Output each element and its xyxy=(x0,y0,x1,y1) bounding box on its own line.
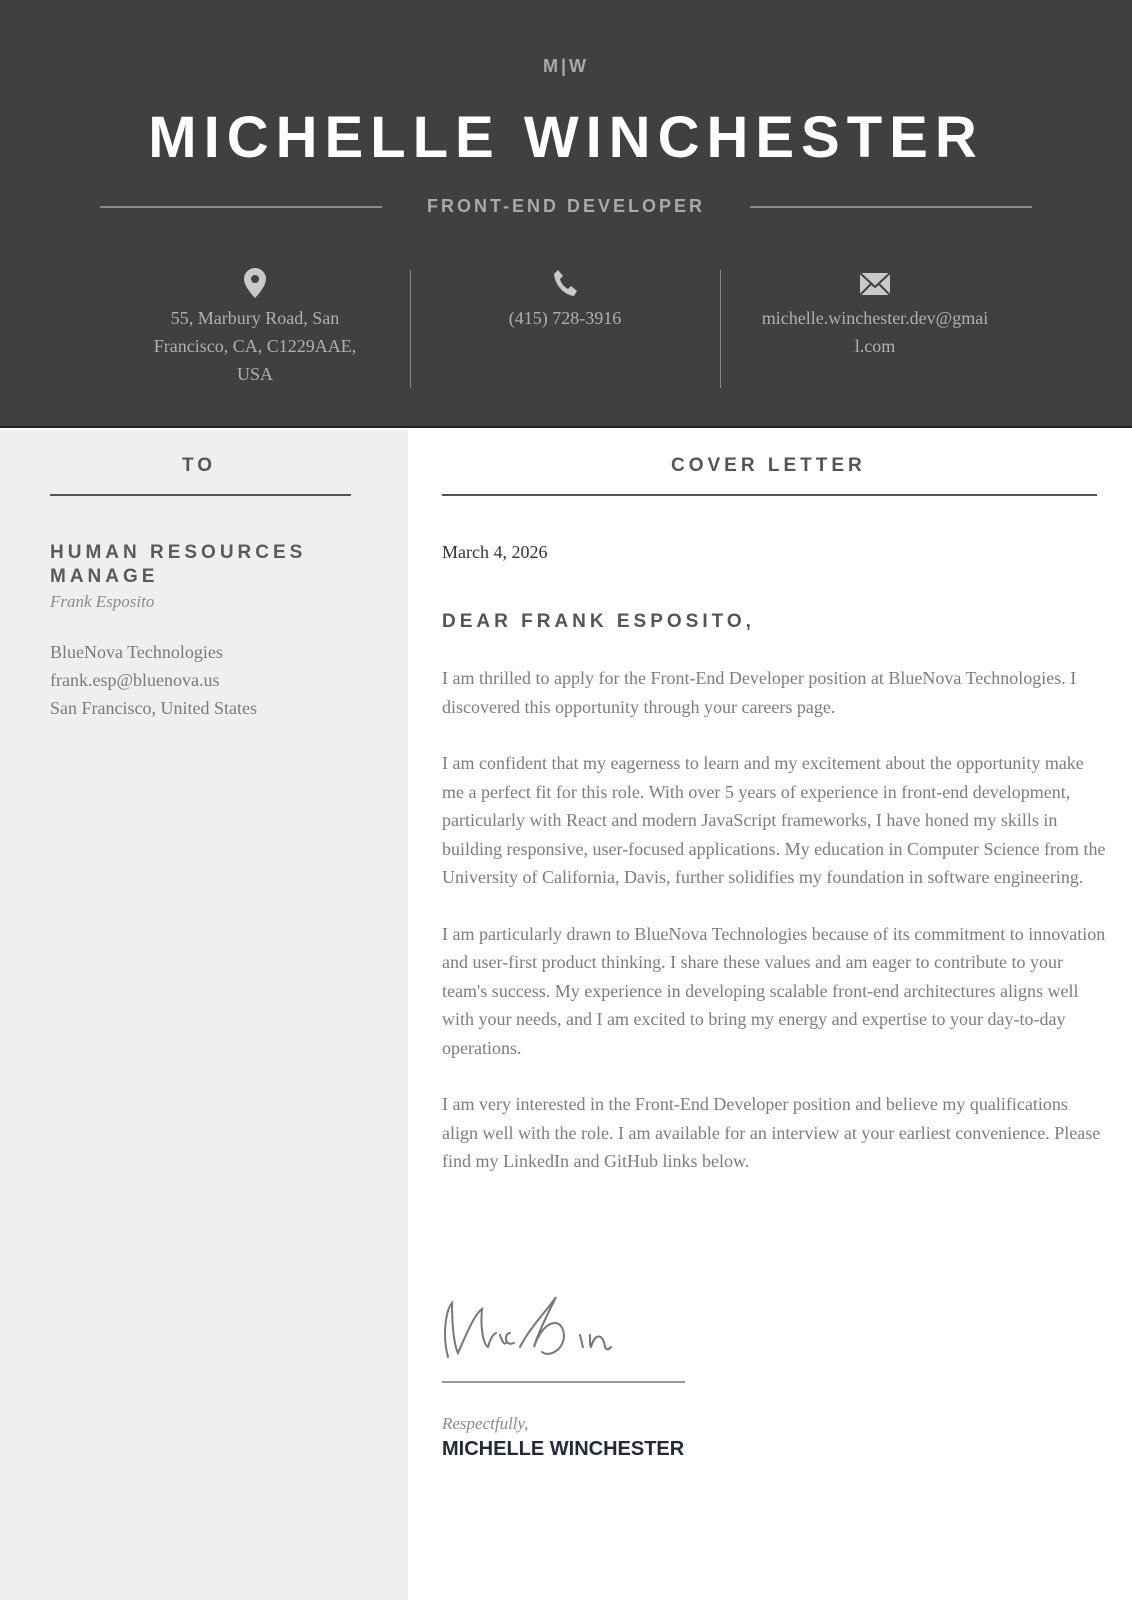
letter-date: March 4, 2026 xyxy=(442,542,548,562)
job-title: FRONT-END DEVELOPER xyxy=(426,196,706,216)
letter-body xyxy=(442,664,1107,1204)
location-pin-icon xyxy=(244,268,266,298)
divider xyxy=(442,494,1097,496)
paragraph: I am very interested in the Front-End Developer position and believe my qualifications align well with the role. I am available for an interview at your earliest convenience. Please find my LinkedIn and GitHub links below. xyxy=(442,1094,1101,1171)
signature-line xyxy=(442,1381,685,1383)
phone-block xyxy=(410,268,720,332)
recipient-name: Frank Esposito xyxy=(50,592,155,611)
signer-name: MICHELLE WINCHESTER xyxy=(442,1438,685,1460)
phone: (415) 728-3916 xyxy=(508,308,622,328)
email-block xyxy=(720,268,1030,360)
phone-icon xyxy=(552,268,578,298)
paragraph: I am confident that my eagerness to learn and my excitement about the opportunity make me a perfect fit for this role. With over 5 years of experience in front-end development, particularly with React and modern JavaScript frameworks, I have honed my skills in building responsive, user-focused applications. My education in Computer Science from the University of California, Davis, further solidifies my foundation in software engineering. xyxy=(442,753,1106,887)
address: 55, Marbury Road, San Francisco, CA, C1229AAE, USA xyxy=(153,308,357,384)
paragraph: I am thrilled to apply for the Front-End Developer position at BlueNova Technologies. I discovered this opportunity through your careers page. xyxy=(442,668,1077,717)
greeting: DEAR FRANK ESPOSITO, xyxy=(442,611,755,632)
address-block xyxy=(100,268,410,388)
divider xyxy=(50,494,351,496)
closing: Respectfully, xyxy=(442,1414,529,1433)
recipient-title: HUMAN RESOURCES MANAGE xyxy=(50,542,307,587)
recipient-location: San Francisco, United States xyxy=(50,698,257,718)
email: michelle.winchester.dev@gmail.com xyxy=(761,308,989,356)
monogram: M|W xyxy=(542,56,590,76)
cover-letter-heading: COVER LETTER xyxy=(671,455,866,476)
paragraph: I am particularly drawn to BlueNova Technologies because of its commitment to innovation and user-first product thinking. I share these values and am eager to contribute to your team's success. My experience in developing scalable front-end architectures aligns well with your needs, and I am excited to bring my energy and expertise to your day-to-day operations. xyxy=(442,923,1106,1058)
to-heading: TO xyxy=(182,455,217,476)
signature xyxy=(440,1295,670,1365)
company: BlueNova Technologies xyxy=(50,642,223,662)
header xyxy=(0,0,1132,428)
envelope-icon xyxy=(859,268,891,298)
recipient-info xyxy=(50,638,257,722)
recipient-email: frank.esp@bluenova.us xyxy=(50,670,220,690)
applicant-name: MICHELLE WINCHESTER xyxy=(148,105,984,170)
divider xyxy=(750,206,1032,208)
